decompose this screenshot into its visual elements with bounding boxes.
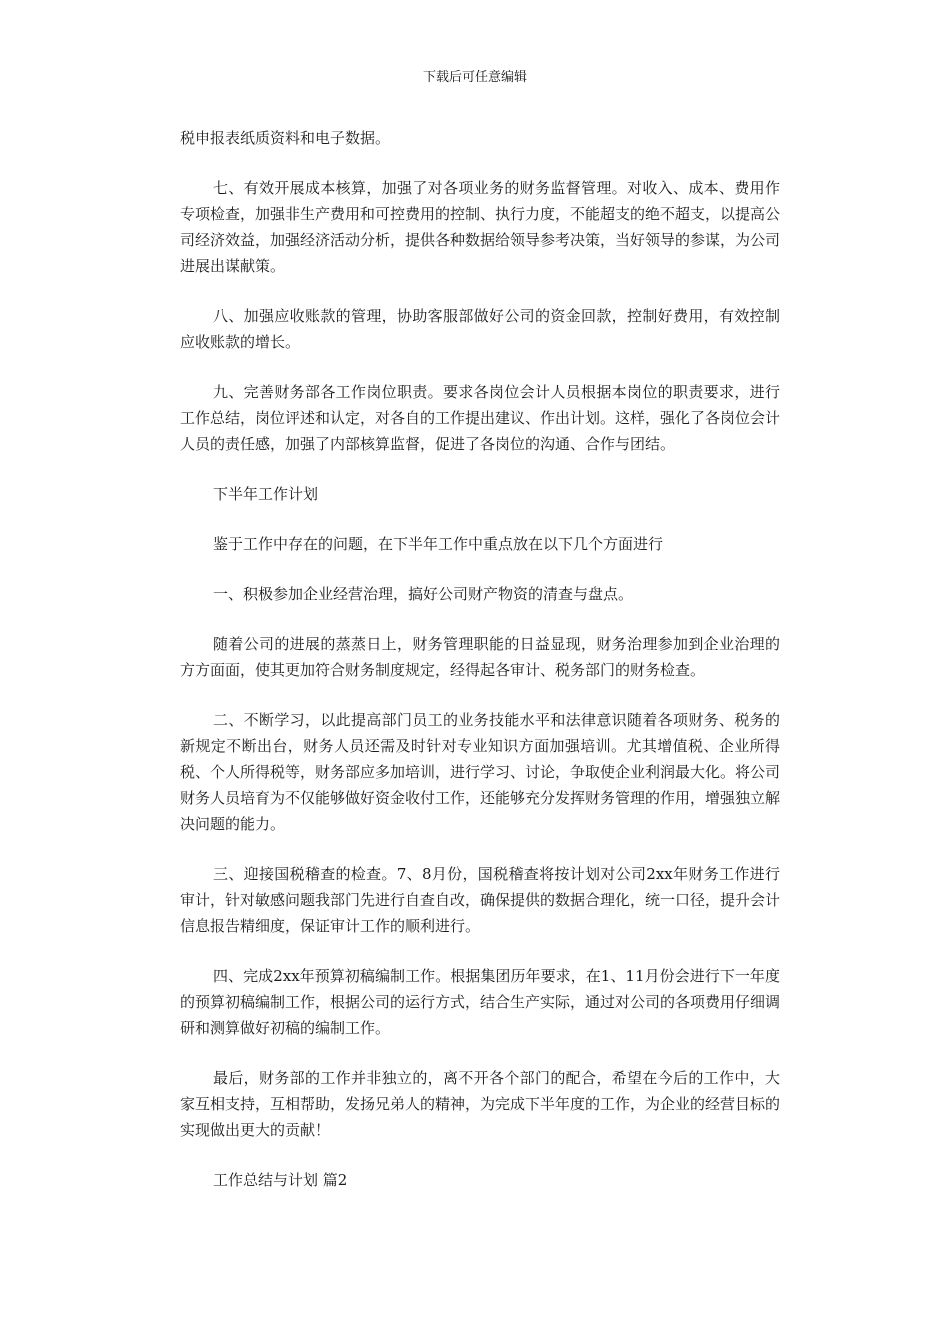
section-heading-part2: 工作总结与计划 篇2 — [213, 1171, 348, 1189]
paragraph-conclusion: 最后，财务部的工作并非独立的，离不开各个部门的配合，希望在今后的工作中，大家互相支持，互相帮助，发扬兄弟人的精神，为完成下半年度的工作，为企业的经营目标的实现做出更大的贡献！ — [180, 1069, 781, 1139]
paragraph-plan-4: 四、完成2xx年预算初稿编制工作。根据集团历年要求，在1、11月份会进行下一年度的预算初稿编制工作，根据公司的运行方式，结合生产实际，通过对公司的各项费用仔细调研和测算做好初稿的编制工作。 — [180, 967, 781, 1037]
paragraph-plan-1-detail: 随着公司的进展的蒸蒸日上，财务管理职能的日益显现，财务治理参加到企业治理的方方面面，使其更加符合财务制度规定，经得起各审计、税务部门的财务检查。 — [180, 635, 780, 679]
paragraph-plan-2: 二、不断学习，以此提高部门员工的业务技能水平和法律意识随着各项财务、税务的新规定不断出台，财务人员还需及时针对专业知识方面加强培训。尤其增值税、企业所得税、个人所得税等，财务部应多加培训，进行学习、讨论，争取使企业利润最大化。将公司财务人员培育为不仅能够做好资金收付工作，还能够充分发挥财务管理的作用，增强独立解决问题的能力。 — [180, 711, 781, 833]
paragraph-plan-1: 一、积极参加企业经营治理，搞好公司财产物资的清查与盘点。 — [213, 585, 634, 603]
page-header: 下载后可任意编辑 — [422, 70, 527, 85]
paragraph-plan-3: 三、迎接国税稽查的检查。7、8月份，国税稽查将按计划对公司2xx年财务工作进行审计，针对敏感问题我部门先进行自查自改，确保提供的数据合理化，统一口径，提升会计信息报告精细度，保证审计工作的顺利进行。 — [180, 865, 781, 935]
paragraph-plan-intro: 鉴于工作中存在的问题，在下半年工作中重点放在以下几个方面进行 — [213, 535, 664, 553]
paragraph-item-8: 八、加强应收账款的管理，协助客服部做好公司的资金回款，控制好费用，有效控制应收账款的增长。 — [180, 307, 780, 351]
document-body — [180, 125, 780, 1193]
paragraph-continuation: 税申报表纸质资料和电子数据。 — [180, 129, 391, 147]
section-heading-plan: 下半年工作计划 — [213, 485, 319, 503]
paragraph-item-9: 九、完善财务部各工作岗位职责。要求各岗位会计人员根据本岗位的职责要求，进行工作总结，岗位评述和认定，对各自的工作提出建议、作出计划。这样，强化了各岗位会计人员的责任感，加强了内部核算监督，促进了各岗位的沟通、合作与团结。 — [180, 383, 781, 453]
paragraph-item-7: 七、有效开展成本核算，加强了对各项业务的财务监督管理。对收入、成本、费用作专项检查，加强非生产费用和可控费用的控制、执行力度，不能超支的绝不超支，以提高公司经济效益，加强经济活动分析，提供各种数据给领导参考决策，当好领导的参谋，为公司进展出谋献策。 — [180, 179, 781, 275]
